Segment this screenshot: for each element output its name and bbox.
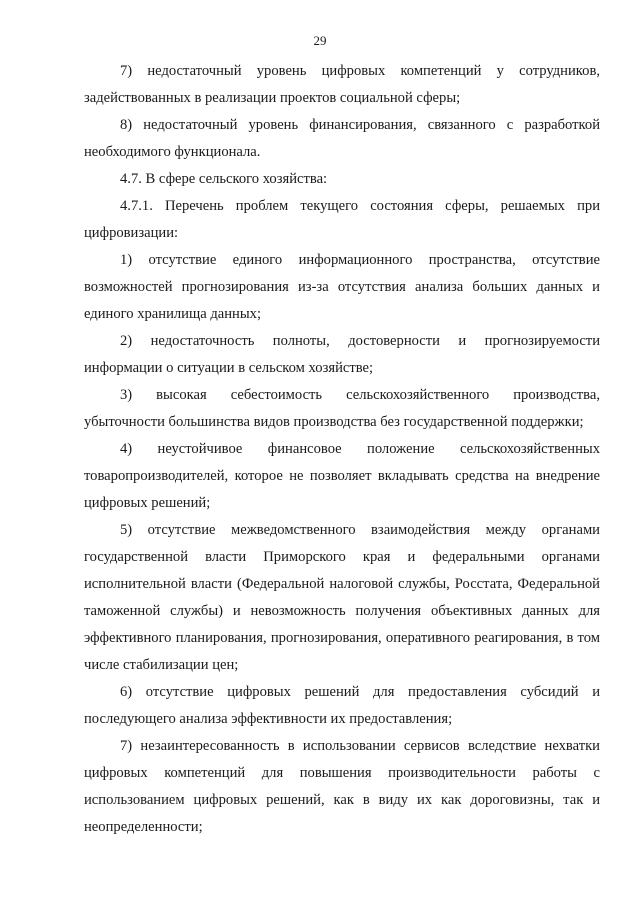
page-number: 29 [313, 33, 327, 48]
section-heading-4-7: 4.7. В сфере сельского хозяйства: [120, 171, 328, 187]
document-body [84, 58, 600, 841]
paragraph-item-3: 3) высокая себестоимость сельскохозяйственного производства, убыточности большинства видов производства без государственной поддержки; [84, 387, 600, 430]
paragraph-item-1: 1) отсутствие единого информационного пространства, отсутствие возможностей прогнозирования из-за отсутствия анализа больших данных и единого хранилища данных; [84, 252, 600, 322]
paragraph-item-7-social: 7) недостаточный уровень цифровых компетенций у сотрудников, задействованных в реализации проектов социальной сферы; [84, 63, 600, 106]
paragraph-item-2: 2) недостаточность полноты, достоверности и прогнозируемости информации о ситуации в сельском хозяйстве; [84, 333, 600, 376]
paragraph-item-7: 7) незаинтересованность в использовании сервисов вследствие нехватки цифровых компетенций для повышения производительности работы с использованием цифровых решений, как в виду их как дороговизны, так и неопределенности; [84, 738, 600, 835]
subsection-heading-4-7-1: 4.7.1. Перечень проблем текущего состояния сферы, решаемых при цифровизации: [84, 198, 600, 241]
paragraph-item-6: 6) отсутствие цифровых решений для предоставления субсидий и последующего анализа эффективности их предоставления; [84, 684, 600, 727]
paragraph-item-8-social: 8) недостаточный уровень финансирования, связанного с разработкой необходимого функционала. [84, 117, 600, 160]
paragraph-item-4: 4) неустойчивое финансовое положение сельскохозяйственных товаропроизводителей, которое не позволяет вкладывать средства на внедрение цифровых решений; [84, 441, 600, 511]
paragraph-item-5: 5) отсутствие межведомственного взаимодействия между органами государственной власти Приморского края и федеральными органами исполнительной власти (Федеральной налоговой службы, Росстата, Федеральной таможенной службы) и невозможность получения объективных данных для эффективного планирования, прогнозирования, оперативного реагирования, в том числе стабилизации цен; [84, 522, 600, 673]
